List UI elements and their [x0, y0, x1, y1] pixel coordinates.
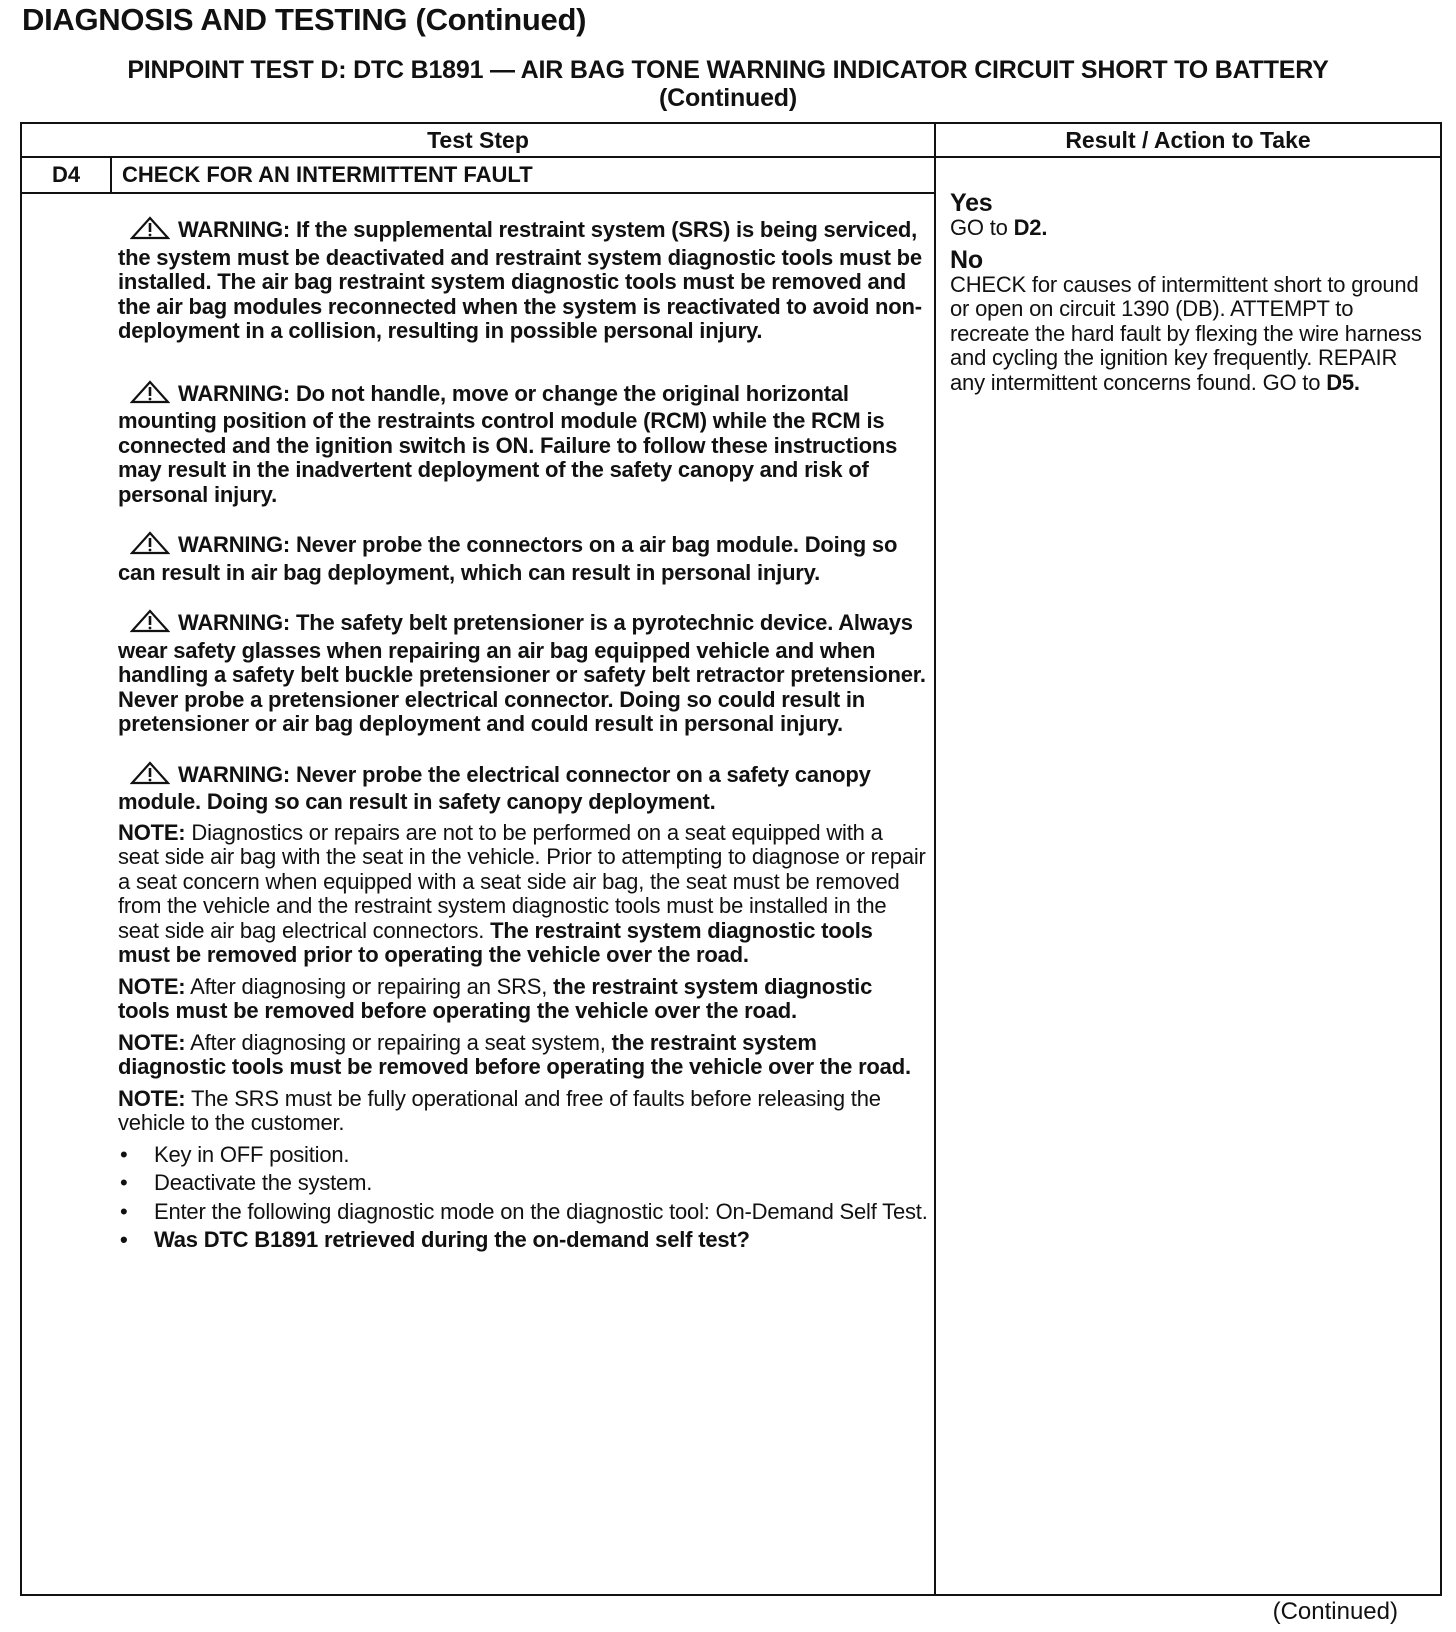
warning-text: WARNING: Do not handle, move or change the original horizontal mounting position of the restraints control module (RCM) while the RCM is connected and the ignition switch is ON. Failure to follow these instructions may result in the inadvertent deployment of the safety canopy and risk of personal injury. — [118, 380, 898, 507]
note-after-srs-repair — [118, 975, 928, 1024]
column-header-result: Result / Action to Take — [1065, 127, 1311, 153]
pinpoint-test-title-continued: (Continued) — [658, 84, 798, 112]
warning-triangle-icon — [130, 380, 170, 410]
result-yes-action — [950, 216, 1430, 241]
note-srs-operational — [118, 1087, 928, 1136]
pinpoint-test-title-line: PINPOINT TEST D: DTC B1891 — AIR BAG TONE WARNING INDICATOR CIRCUIT SHORT TO BATTERY — [127, 56, 1329, 84]
warning-text: WARNING: The safety belt pretensioner is a pyrotechnic device. Always wear safety glasses when repairing an air bag equipped vehicle and when handling a safety belt buckle pretensioner or safety belt retractor pretensioner. Never probe a pretensioner electrical connector. Doing so could result in pretensioner or air bag deployment and could result in personal injury. — [118, 610, 926, 736]
step-title: CHECK FOR AN INTERMITTENT FAULT — [122, 162, 533, 187]
warning-triangle-icon — [130, 609, 170, 639]
warning-text: WARNING: If the supplemental restraint system (SRS) is being serviced, the system must be deactivated and restraint system diagnostic tools must be installed. The air bag restraint system diagnostic tools must be removed and the air bag modules reconnected when the system is reactivated to avoid non-deployment in a collision, resulting in possible personal injury. — [118, 217, 922, 343]
note-emphasis: the restraint system diagnostic tools must be removed before operating the vehicle over the road. — [118, 973, 873, 1023]
result-action — [950, 190, 1430, 401]
warning-pretensioner — [118, 609, 928, 737]
result-yes-text: GO to — [950, 215, 1008, 240]
note-text: The SRS must be fully operational and free of faults before releasing the vehicle to the customer. — [118, 1085, 881, 1135]
warning-srs-deactivate — [118, 216, 928, 344]
note-label: NOTE: — [118, 1029, 186, 1055]
pinpoint-test-title — [22, 56, 1434, 112]
note-text: After diagnosing or repairing a seat system, — [190, 1029, 606, 1055]
note-label: NOTE: — [118, 1085, 186, 1111]
note-seat-side-air-bag — [118, 821, 928, 968]
pinpoint-test-table — [20, 122, 1442, 1596]
result-no-label: No — [950, 245, 983, 274]
continued-footer: (Continued) — [1272, 1598, 1398, 1625]
step-actions — [118, 1143, 928, 1253]
note-label: NOTE: — [118, 819, 186, 845]
warning-triangle-icon — [130, 531, 170, 561]
result-no-target: D5. — [1326, 369, 1360, 395]
step-id: D4 — [51, 162, 81, 187]
step-question: • Was DTC B1891 retrieved during the on-demand self test? — [118, 1228, 928, 1253]
warning-rcm-handling — [118, 380, 928, 508]
note-text: Diagnostics or repairs are not to be performed on a seat equipped with a seat side air bag with the seat in the vehicle. Prior to attempting to diagnose or repair a seat concern when equipped with a seat side air bag, the seat must be removed from the vehicle and the restraint system diagnostic tools must be installed in the seat side air bag electrical connectors. — [118, 819, 926, 943]
warning-text: WARNING: Never probe the electrical connector on a safety canopy module. Doing so can result in safety canopy deployment. — [118, 761, 871, 814]
warning-triangle-icon — [130, 216, 170, 246]
step-body — [118, 216, 928, 1257]
step-title-divider — [22, 192, 934, 194]
page-heading: DIAGNOSIS AND TESTING (Continued) — [22, 2, 587, 37]
warning-safety-canopy — [118, 761, 928, 815]
warning-triangle-icon — [130, 761, 170, 791]
result-yes-label: Yes — [950, 189, 993, 217]
result-yes-target: D2. — [1013, 215, 1048, 240]
note-label: NOTE: — [118, 973, 186, 999]
warning-air-bag-probe — [118, 531, 928, 585]
note-emphasis: the restraint system diagnostic tools must be removed before operating the vehicle over the road. — [118, 1029, 911, 1079]
note-after-seat-repair — [118, 1031, 928, 1080]
note-emphasis: The restraint system diagnostic tools must be removed prior to operating the vehicle over the road. — [118, 917, 873, 967]
action-diagnostic-mode: • Enter the following diagnostic mode on the diagnostic tool: On-Demand Self Test. — [118, 1200, 928, 1225]
column-header-test-step: Test Step — [427, 127, 529, 153]
column-divider — [934, 124, 936, 1594]
result-no-action — [950, 273, 1430, 396]
action-key-off: • Key in OFF position. — [118, 1143, 928, 1168]
warning-text: WARNING: Never probe the connectors on a air bag module. Doing so can result in air bag deployment, which can result in personal injury. — [118, 532, 898, 585]
action-deactivate: • Deactivate the system. — [118, 1171, 928, 1196]
result-no-text: CHECK for causes of intermittent short to ground or open on circuit 1390 (DB). ATTEMPT to recreate the hard fault by flexing the wire harness and cycling the ignition key frequently. REPAIR any intermittent concerns found. GO to — [950, 271, 1422, 395]
note-text: After diagnosing or repairing an SRS, — [190, 973, 548, 999]
step-id-divider — [110, 156, 112, 192]
